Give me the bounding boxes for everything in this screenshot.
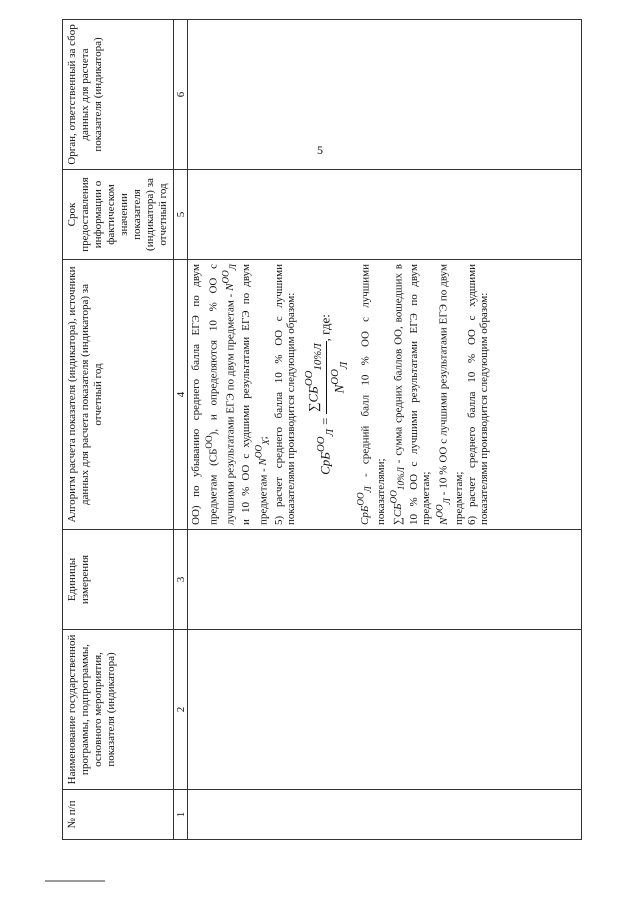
column-number: 2 bbox=[174, 630, 188, 790]
table-body-row bbox=[188, 20, 582, 840]
best-average-formula: СрБ$^{ОО}_Л$ = $\sum СБ^{ОО}_{10\%Л}$ $N^{ОО}_Л$ , где: bbox=[302, 314, 350, 475]
header-number: № п/п bbox=[63, 790, 174, 840]
algorithm-paragraph-4: ОО) по убыванию среднего балла ЕГЭ по двум предметам $(СБ^{ОО})$, и определяются 10 % ОО с лучшими результатами ЕГЭ по двум предметам - $N^{ОО}_Л$ и 10 % ОО с худшими результатами ЕГЭ по двум предметам - $N^{ОО}_Х$; bbox=[190, 264, 272, 525]
header-algorithm: Алгоритм расчета показателя (индикатора), источники данных для расчета показателя (индикатора) за отчетный год bbox=[63, 260, 174, 530]
cell-algorithm bbox=[188, 260, 582, 530]
column-number: 4 bbox=[174, 260, 188, 530]
table-header-row bbox=[63, 20, 174, 840]
algorithm-paragraph-6: 6) расчет среднего балла 10 % ОО с худшими показателями производится следующим образом: bbox=[465, 264, 491, 525]
page-number: 5 bbox=[317, 143, 323, 157]
algorithm-paragraph-5: 5) расчет среднего балла 10 % ОО с лучшими показателями производится следующим образом: bbox=[272, 264, 298, 525]
header-units: Единицы измерения bbox=[63, 530, 174, 630]
cell-deadline bbox=[188, 170, 582, 260]
footer-rule bbox=[45, 880, 105, 882]
definition-average: СрБ$^{ОО}_Л$ - средний балл 10 % ОО с лучшими показателями; bbox=[355, 264, 388, 525]
rotated-table-wrapper bbox=[62, 20, 582, 840]
cell-name bbox=[188, 630, 582, 790]
definition-count: $N^{ОО}_Л - 10$ % ОО с лучшими результатами ЕГЭ по двум предметам; bbox=[433, 264, 466, 525]
cell-number bbox=[188, 790, 582, 840]
column-number: 5 bbox=[174, 170, 188, 260]
cell-responsible bbox=[188, 20, 582, 170]
header-deadline: Срок предоставления информации о фактическом значении показателя (индикатора) за отчетный год bbox=[63, 170, 174, 260]
column-number-row bbox=[174, 20, 188, 840]
cell-units bbox=[188, 530, 582, 630]
column-number: 6 bbox=[174, 20, 188, 170]
column-number: 3 bbox=[174, 530, 188, 630]
indicator-table bbox=[62, 19, 582, 840]
header-responsible: Орган, ответственный за сбор данных для расчета показателя (индикатора) bbox=[63, 20, 174, 170]
column-number: 1 bbox=[174, 790, 188, 840]
header-name: Наименование государственной программы, подпрограммы, основного мероприятия, показателя (индикатора) bbox=[63, 630, 174, 790]
definition-sum: $\sum СБ^{ОО}_{10\%Л}$ - сумма средних баллов ОО, вошедших в 10 % ОО с лучшими результатами ЕГЭ по двум предметам; bbox=[388, 264, 433, 525]
